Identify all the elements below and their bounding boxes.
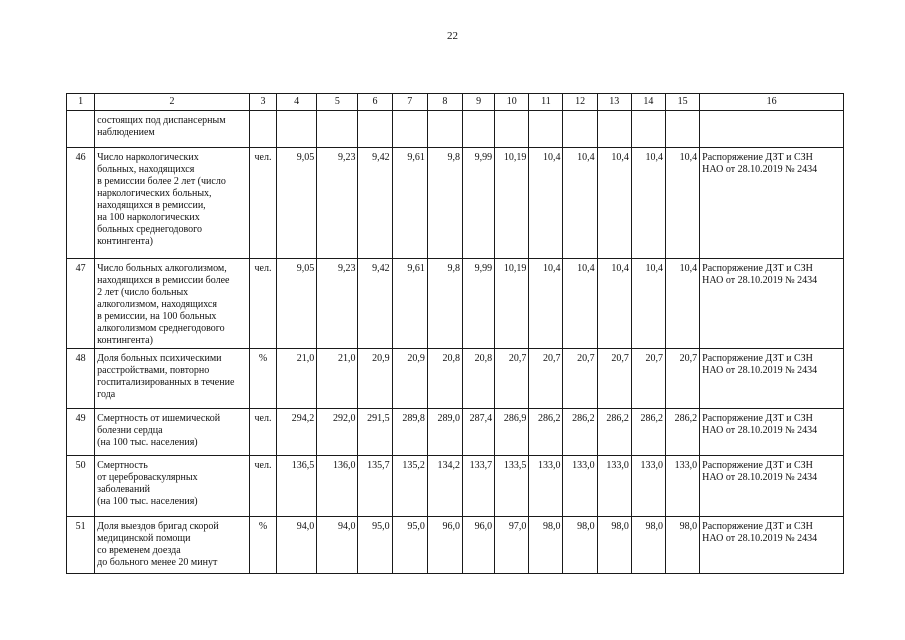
value-cell: 10,4	[597, 259, 631, 349]
row-number: 49	[67, 409, 95, 456]
continuation-row	[67, 111, 844, 148]
value-cell: 286,2	[666, 409, 700, 456]
value-cell: 9,8	[427, 148, 462, 259]
reference-cell-text: Распоряжение ДЗТ и СЗН НАО от 28.10.2019 № 2434	[702, 353, 818, 376]
value-cell: 292,0	[317, 409, 358, 456]
value-cell: 291,5	[358, 409, 392, 456]
value-cell: 98,0	[666, 517, 700, 574]
unit-cell: %	[249, 517, 276, 574]
value-cell: 135,2	[392, 456, 427, 517]
value-cell: 9,99	[462, 259, 494, 349]
value-cell: 133,5	[495, 456, 529, 517]
value-cell: 10,4	[529, 259, 563, 349]
header-cell: 14	[631, 94, 665, 111]
reference-cell	[700, 111, 844, 148]
value-cell: 136,0	[317, 456, 358, 517]
value-cell: 95,0	[392, 517, 427, 574]
value-cell: 294,2	[277, 409, 317, 456]
indicator-name	[95, 517, 250, 574]
indicator-name-text: Смертность от ишемической болезни сердца (на 100 тыс. населения)	[97, 413, 221, 448]
header-cell: 1	[67, 94, 95, 111]
value-cell: 10,19	[495, 259, 529, 349]
unit-cell: чел.	[249, 456, 276, 517]
value-cell: 9,23	[317, 259, 358, 349]
indicator-name-text: Доля больных психическими расстройствами, повторно госпитализированных в течение года	[97, 353, 235, 400]
value-cell: 97,0	[495, 517, 529, 574]
row-number: 47	[67, 259, 95, 349]
value-cell: 20,7	[563, 349, 597, 409]
value-cell: 10,19	[495, 148, 529, 259]
header-row	[67, 94, 844, 111]
unit-cell	[249, 111, 276, 148]
header-cell: 12	[563, 94, 597, 111]
header-cell: 11	[529, 94, 563, 111]
indicator-name-text: Смертность от цереброваскулярных заболеваний (на 100 тыс. населения)	[97, 460, 198, 507]
value-cell: 20,8	[427, 349, 462, 409]
header-cell: 7	[392, 94, 427, 111]
value-cell: 10,4	[563, 259, 597, 349]
indicator-name	[95, 259, 250, 349]
value-cell: 289,8	[392, 409, 427, 456]
value-cell	[666, 111, 700, 148]
value-cell: 98,0	[597, 517, 631, 574]
header-cell: 15	[666, 94, 700, 111]
value-cell: 10,4	[666, 148, 700, 259]
value-cell: 20,7	[495, 349, 529, 409]
header-cell: 9	[462, 94, 494, 111]
value-cell: 9,99	[462, 148, 494, 259]
indicator-name-text: Число больных алкоголизмом, находящихся в ремиссии более 2 лет (число больных алкоголизмом, находящихся в ремиссии, на 100 больных алкоголизмом среднегодового контингента)	[97, 263, 230, 346]
value-cell	[529, 111, 563, 148]
value-cell: 9,05	[277, 148, 317, 259]
value-cell: 96,0	[462, 517, 494, 574]
value-cell: 10,4	[597, 148, 631, 259]
header-cell: 2	[95, 94, 250, 111]
value-cell: 289,0	[427, 409, 462, 456]
value-cell	[563, 111, 597, 148]
indicator-row	[67, 259, 844, 349]
value-cell: 9,42	[358, 148, 392, 259]
value-cell: 94,0	[277, 517, 317, 574]
value-cell: 10,4	[563, 148, 597, 259]
value-cell	[597, 111, 631, 148]
value-cell: 98,0	[529, 517, 563, 574]
value-cell: 94,0	[317, 517, 358, 574]
unit-cell: чел.	[249, 148, 276, 259]
value-cell: 20,7	[631, 349, 665, 409]
value-cell: 98,0	[631, 517, 665, 574]
indicator-row	[67, 517, 844, 574]
header-cell: 16	[700, 94, 844, 111]
value-cell: 287,4	[462, 409, 494, 456]
unit-cell: чел.	[249, 259, 276, 349]
value-cell	[427, 111, 462, 148]
reference-cell	[700, 148, 844, 259]
value-cell	[495, 111, 529, 148]
value-cell	[631, 111, 665, 148]
reference-cell	[700, 456, 844, 517]
row-number	[67, 111, 95, 148]
indicator-name-text: Доля выездов бригад скорой медицинской помощи со временем доезда до больного менее 20 минут	[97, 521, 219, 568]
indicator-name	[95, 111, 250, 148]
value-cell: 286,2	[597, 409, 631, 456]
value-cell: 9,05	[277, 259, 317, 349]
value-cell: 135,7	[358, 456, 392, 517]
indicator-name	[95, 349, 250, 409]
reference-cell-text: Распоряжение ДЗТ и СЗН НАО от 28.10.2019 № 2434	[702, 460, 818, 483]
value-cell: 95,0	[358, 517, 392, 574]
indicator-row	[67, 349, 844, 409]
reference-cell	[700, 349, 844, 409]
row-number: 51	[67, 517, 95, 574]
value-cell: 21,0	[277, 349, 317, 409]
value-cell: 10,4	[631, 148, 665, 259]
indicator-name	[95, 409, 250, 456]
indicator-name	[95, 456, 250, 517]
value-cell: 9,8	[427, 259, 462, 349]
header-cell: 13	[597, 94, 631, 111]
value-cell	[277, 111, 317, 148]
indicator-row	[67, 456, 844, 517]
value-cell: 20,9	[358, 349, 392, 409]
value-cell: 10,4	[631, 259, 665, 349]
value-cell	[317, 111, 358, 148]
value-cell: 9,61	[392, 148, 427, 259]
indicator-name	[95, 148, 250, 259]
value-cell: 133,0	[529, 456, 563, 517]
header-cell: 5	[317, 94, 358, 111]
indicator-name-text: Число наркологических больных, находящихся в ремиссии более 2 лет (число наркологических больных, находящихся в ремиссии, на 100 наркологических больных среднегодового контингента)	[97, 152, 226, 247]
value-cell: 20,7	[597, 349, 631, 409]
header-cell: 3	[249, 94, 276, 111]
reference-cell-text: Распоряжение ДЗТ и СЗН НАО от 28.10.2019 № 2434	[702, 263, 818, 286]
value-cell: 9,23	[317, 148, 358, 259]
reference-cell	[700, 259, 844, 349]
table-body	[67, 94, 844, 574]
indicators-table	[66, 93, 844, 574]
unit-cell: %	[249, 349, 276, 409]
value-cell: 21,0	[317, 349, 358, 409]
header-cell: 6	[358, 94, 392, 111]
value-cell: 133,0	[666, 456, 700, 517]
reference-cell-text: Распоряжение ДЗТ и СЗН НАО от 28.10.2019 № 2434	[702, 152, 818, 175]
value-cell: 133,0	[631, 456, 665, 517]
header-cell: 4	[277, 94, 317, 111]
value-cell: 286,2	[563, 409, 597, 456]
indicator-name-text: состоящих под диспансерным наблюдением	[97, 115, 226, 138]
page-number: 22	[447, 30, 458, 42]
value-cell: 134,2	[427, 456, 462, 517]
value-cell: 286,2	[529, 409, 563, 456]
value-cell: 10,4	[529, 148, 563, 259]
value-cell: 9,61	[392, 259, 427, 349]
unit-cell: чел.	[249, 409, 276, 456]
value-cell: 133,0	[597, 456, 631, 517]
value-cell: 136,5	[277, 456, 317, 517]
value-cell: 20,7	[529, 349, 563, 409]
reference-cell-text: Распоряжение ДЗТ и СЗН НАО от 28.10.2019 № 2434	[702, 413, 818, 436]
reference-cell	[700, 517, 844, 574]
value-cell	[462, 111, 494, 148]
reference-cell-text: Распоряжение ДЗТ и СЗН НАО от 28.10.2019 № 2434	[702, 521, 818, 544]
value-cell: 286,2	[631, 409, 665, 456]
value-cell	[392, 111, 427, 148]
value-cell: 20,9	[392, 349, 427, 409]
value-cell: 133,0	[563, 456, 597, 517]
value-cell: 20,8	[462, 349, 494, 409]
value-cell: 98,0	[563, 517, 597, 574]
reference-cell	[700, 409, 844, 456]
row-number: 48	[67, 349, 95, 409]
value-cell: 96,0	[427, 517, 462, 574]
value-cell: 10,4	[666, 259, 700, 349]
value-cell: 286,9	[495, 409, 529, 456]
row-number: 46	[67, 148, 95, 259]
indicator-row	[67, 148, 844, 259]
header-cell: 8	[427, 94, 462, 111]
row-number: 50	[67, 456, 95, 517]
header-cell: 10	[495, 94, 529, 111]
value-cell: 133,7	[462, 456, 494, 517]
value-cell: 9,42	[358, 259, 392, 349]
value-cell: 20,7	[666, 349, 700, 409]
value-cell	[358, 111, 392, 148]
indicator-row	[67, 409, 844, 456]
